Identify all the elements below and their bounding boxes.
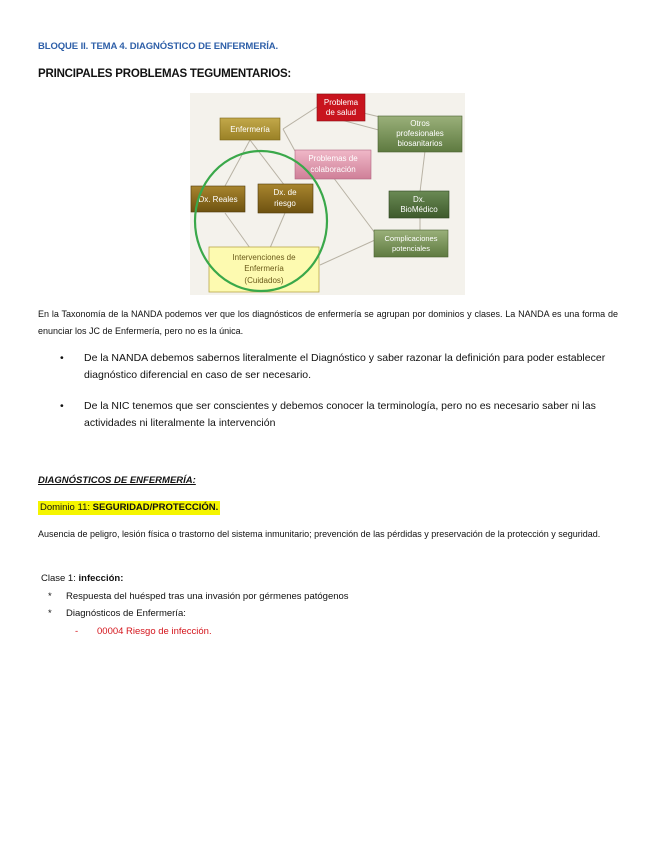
bullet-text: De la NANDA debemos sabernos literalmente el Diagnóstico y saber razonar la definición para poder establecer diagnóstico diferencial en caso de ser necesario. [84, 352, 606, 381]
box-problemas-colaboracion [295, 150, 371, 179]
box-enfermeria [220, 118, 280, 140]
box-otros-line1: Otros [410, 119, 430, 128]
nanda-diagnosis-item [75, 626, 212, 637]
box-complicaciones-line2: potenciales [392, 244, 430, 253]
box-dx-riesgo-line1: Dx. de [273, 188, 297, 197]
nanda-diagnosis-text: 00004 Riesgo de infección. [97, 626, 212, 637]
clase-name: infección: [78, 573, 124, 584]
domain-definition: Ausencia de peligro, lesión física o trastorno del sistema inmunitario; prevención de las pérdidas y preservación de la protección y seguridad. [38, 529, 601, 539]
box-problema-salud [317, 94, 365, 121]
bullet-dot: • [60, 352, 64, 364]
asterisk-marker: * [48, 591, 52, 602]
domain-prefix: Dominio 11: [40, 502, 90, 513]
box-biomedico-line2: BioMédico [400, 205, 438, 214]
clase-prefix: Clase 1: [41, 573, 76, 584]
box-intervenciones-line1: Intervenciones de [232, 253, 296, 262]
list-item-text: Diagnósticos de Enfermería: [66, 608, 186, 619]
box-dx-biomedico [389, 191, 449, 218]
box-complicaciones [374, 230, 448, 257]
bullet-text: De la NIC tenemos que ser conscientes y debemos conocer la terminología, pero no es necesario saber ni las actividades ni literalmente la intervención [84, 400, 596, 429]
clase-line [41, 573, 123, 584]
domain-highlight [38, 501, 220, 515]
bullet-item [60, 398, 620, 432]
box-dx-riesgo-line2: riesgo [274, 199, 296, 208]
box-enfermeria-label: Enfermería [230, 125, 270, 134]
dash-marker: - [75, 626, 79, 637]
box-intervenciones-line2: Enfermería [244, 264, 284, 273]
bullet-dot: • [60, 400, 64, 412]
box-problema-salud-line1: Problema [323, 98, 359, 107]
concept-diagram [190, 93, 465, 295]
box-otros-line2: profesionales [396, 129, 444, 138]
box-intervenciones [209, 247, 319, 292]
document-header: BLOQUE II. TEMA 4. DIAGNÓSTICO DE ENFERMERÍA. [38, 41, 279, 52]
box-dx-riesgo [258, 184, 313, 213]
intro-paragraph: En la Taxonomía de la NANDA podemos ver que los diagnósticos de enfermería se agrupan por dominios y clases. La NANDA es una forma de enunciar los JC de Enfermería, pero no es la única. [38, 309, 618, 336]
box-intervenciones-line3: (Cuidados) [244, 276, 284, 285]
diagnosticos-heading: DIAGNÓSTICOS DE ENFERMERÍA: [38, 475, 196, 486]
bullet-item [60, 350, 620, 384]
asterisk-marker: * [48, 608, 52, 619]
bullet-list-2 [60, 398, 620, 432]
list-item [48, 591, 349, 602]
box-colab-line2: colaboración [310, 165, 356, 174]
box-dx-reales-label: Dx. Reales [198, 195, 238, 204]
box-biomedico-line1: Dx. [413, 195, 425, 204]
box-problema-salud-line2: de salud [325, 108, 357, 117]
box-colab-line1: Problemas de [308, 154, 358, 163]
box-complicaciones-line1: Complicaciones [384, 234, 438, 243]
box-otros-profesionales [378, 116, 462, 152]
list-item [48, 608, 186, 619]
list-item-text: Respuesta del huésped tras una invasión por gérmenes patógenos [66, 591, 349, 602]
section-subtitle: PRINCIPALES PROBLEMAS TEGUMENTARIOS: [38, 68, 292, 80]
domain-name: SEGURIDAD/PROTECCIÓN. [92, 502, 219, 513]
box-otros-line3: biosanitarios [397, 139, 443, 148]
bullet-list-1 [60, 350, 620, 384]
